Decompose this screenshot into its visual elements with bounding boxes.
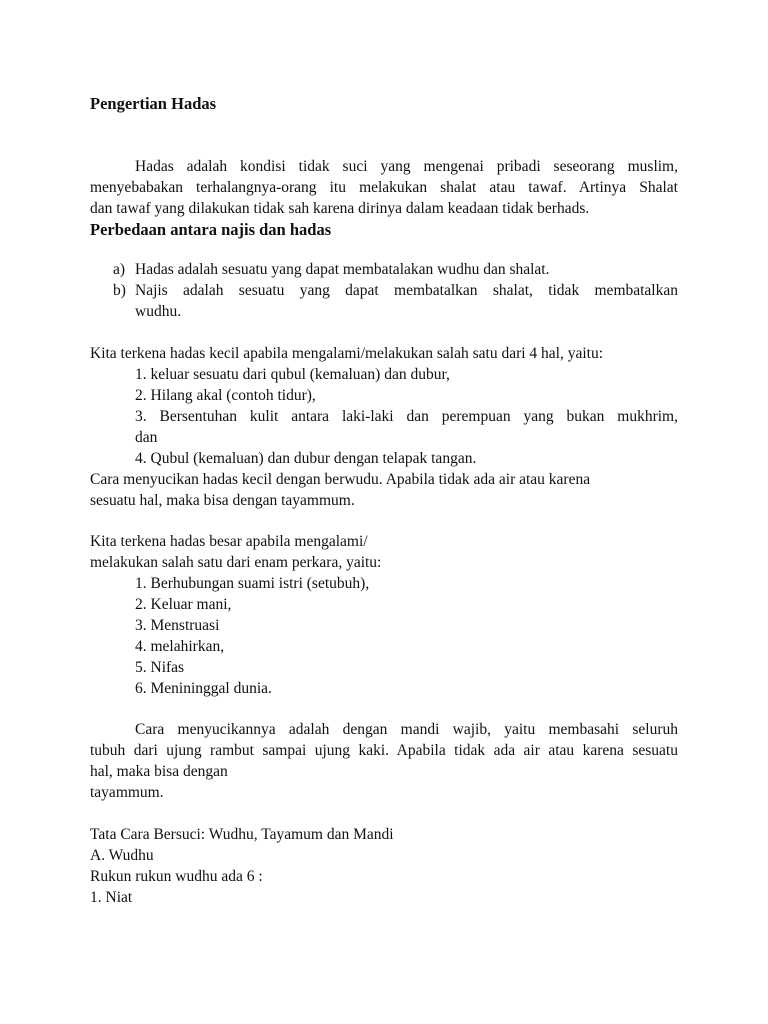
paragraph-line: Cara menyucikan hadas kecil dengan berwudu. Apabila tidak ada air atau karena	[90, 471, 591, 488]
paragraph-line: sesuatu hal, maka bisa dengan tayammum.	[90, 492, 355, 509]
paragraph-line: menyebabakan terhalangnya-orang itu melakukan shalat atau tawaf. Artinya Shalat	[90, 179, 678, 196]
paragraph-line: tayammum.	[90, 784, 164, 801]
hadas-besar-intro: Kita terkena hadas besar apabila mengalami/	[90, 533, 368, 550]
list-item-text: wudhu.	[135, 303, 182, 320]
list-item: 1. keluar sesuatu dari qubul (kemaluan) dan dubur,	[135, 366, 450, 383]
list-item: dan	[135, 429, 158, 446]
list-item-text: Najis adalah sesuatu yang dapat membatalkan shalat, tidak membatalkan	[135, 282, 678, 299]
paragraph-line: Cara menyucikannya adalah dengan mandi wajib, yaitu membasahi seluruh	[135, 721, 678, 738]
hadas-kecil-intro: Kita terkena hadas kecil apabila mengalami/melakukan salah satu dari 4 hal, yaitu:	[90, 345, 604, 362]
list-item: 5. Nifas	[135, 659, 185, 676]
list-marker: b)	[113, 282, 126, 299]
list-item: 3. Bersentuhan kulit antara laki-laki dan perempuan yang bukan mukhrim,	[135, 408, 678, 425]
list-marker: a)	[113, 261, 126, 278]
subsection-title: A. Wudhu	[90, 847, 154, 864]
paragraph-line: dan tawaf yang dilakukan tidak sah karena dirinya dalam keadaan tidak berhads.	[90, 200, 590, 217]
list-item: 1. Berhubungan suami istri (setubuh),	[135, 575, 370, 592]
section-title: Tata Cara Bersuci: Wudhu, Tayamum dan Mandi	[90, 826, 394, 843]
heading-pengertian-hadas: Pengertian Hadas	[90, 94, 217, 113]
hadas-besar-intro: melakukan salah satu dari enam perkara, yaitu:	[90, 554, 382, 571]
paragraph-line: Hadas adalah kondisi tidak suci yang mengenai pribadi seseorang muslim,	[135, 158, 678, 175]
list-item: 1. Niat	[90, 889, 133, 906]
list-item: 3. Menstruasi	[135, 617, 220, 634]
list-item: 2. Hilang akal (contoh tidur),	[135, 387, 316, 404]
paragraph-line: Rukun rukun wudhu ada 6 :	[90, 868, 263, 885]
list-item: 4. Qubul (kemaluan) dan dubur dengan telapak tangan.	[135, 450, 477, 467]
list-item: 4. melahirkan,	[135, 638, 225, 655]
list-item: 2. Keluar mani,	[135, 596, 232, 613]
paragraph-line: tubuh dari ujung rambut sampai ujung kaki. Apabila tidak ada air atau karena sesuatu	[90, 742, 678, 759]
heading-perbedaan: Perbedaan antara najis dan hadas	[90, 220, 332, 239]
paragraph-line: hal, maka bisa dengan	[90, 763, 228, 780]
list-item: 6. Menininggal dunia.	[135, 680, 272, 697]
list-item-text: Hadas adalah sesuatu yang dapat membatalakan wudhu dan shalat.	[135, 261, 550, 278]
